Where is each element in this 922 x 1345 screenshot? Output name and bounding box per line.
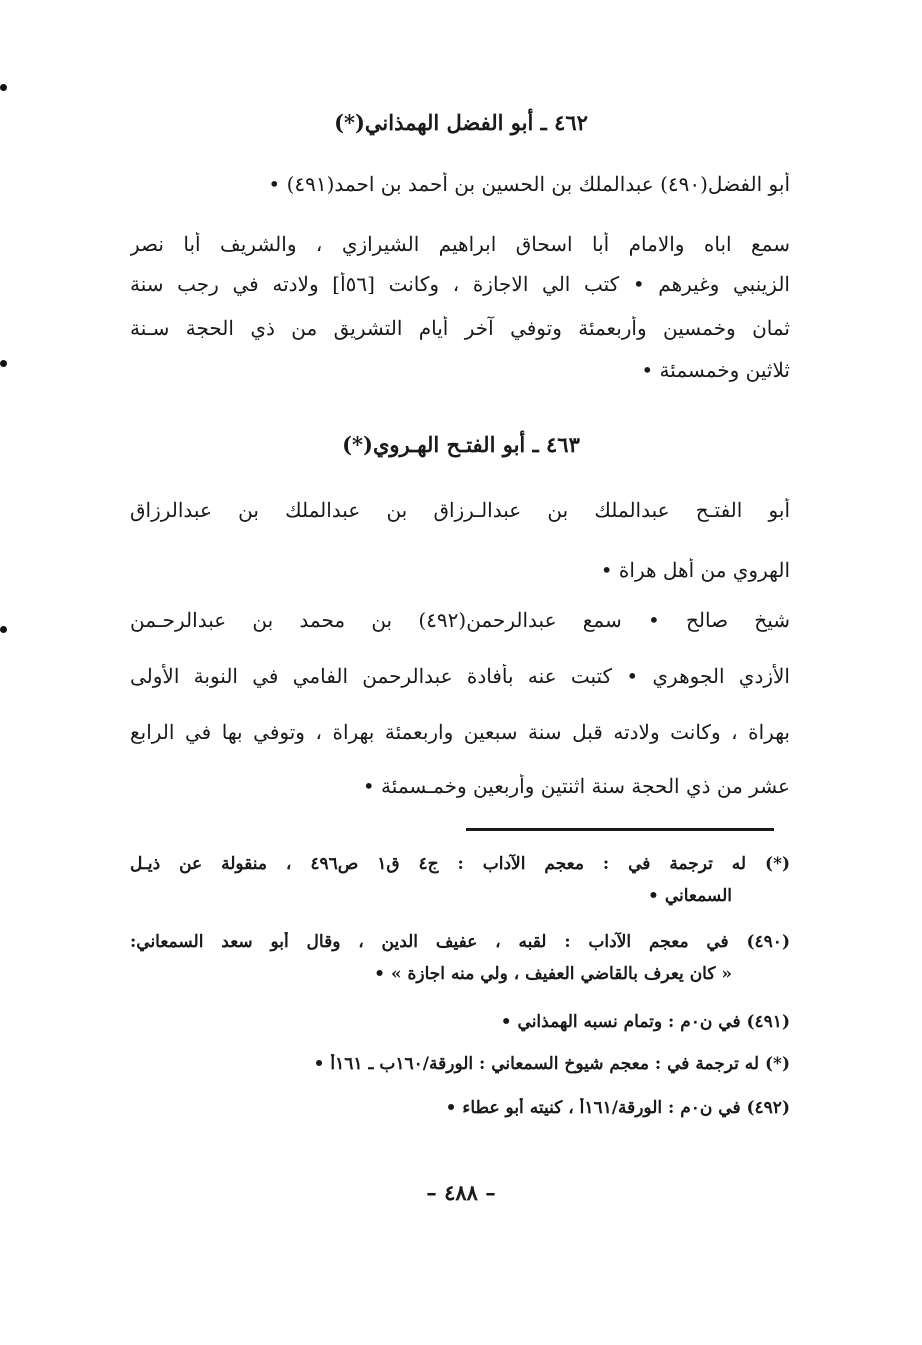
footnote-separator [466,828,774,831]
entry-462-heading: ٤٦٢ ـ أبو الفضل الهمذاني(*) [334,110,588,135]
footnote-3-line-1: (٤٩١) في ن٠م : وتمام نسبه الهمذاني • [500,1012,790,1032]
entry-463-line-3: شيخ صالح • سمع عبدالرحمن(٤٩٢) بن محمد بن عبدالرحـمن [130,608,790,632]
entry-462-line-1: أبو الفضل(٤٩٠) عبدالملك بن الحسين بن أحمد بن احمد(٤٩١) • [268,172,790,196]
entry-462-line-3: الزينبي وغيرهم • كتب الي الاجازة ، وكانت [٥٦أ] ولادته في رجب سنة [130,272,790,296]
footnote-5-line-1: (٤٩٢) في ن٠م : الورقة/١٦١أ ، كنيته أبو عطاء • [445,1098,790,1118]
entry-462-line-2: سمع اباه والامام أبا اسحاق ابراهيم الشيرازي ، والشريف أبا نصر [130,232,790,256]
entry-463-line-6: عشر من ذي الحجة سنة اثنتين وأربعين وخمـسمئة • [362,774,790,798]
entry-463-line-1: أبو الفتـح عبدالملك بن عبدالـرزاق بن عبدالملك بن عبدالرزاق [130,498,790,522]
footnote-1-line-1: (*) له ترجمة في : معجم الآداب : ج٤ ق١ ص٤٩٦ ، منقولة عن ذيـل [130,854,790,874]
entry-463-line-5: بهراة ، وكانت ولادته قبل سنة سبعين واربعمئة بهراة ، وتوفي بها في الرابع [130,720,790,744]
entry-462-line-5: ثلاثين وخمسمئة • [641,358,790,382]
entry-462-line-4: ثمان وخمسين وأربعمئة وتوفي آخر أيام التشريق من ذي الحجة سـنة [130,316,790,340]
entry-463-heading: ٤٦٣ ـ أبو الفتـح الهـروي(*) [342,432,580,457]
footnote-2-line-2: « كان يعرف بالقاضي العفيف ، ولي منه اجازة » • [374,964,732,984]
footnote-2-line-1: (٤٩٠) في معجم الآداب : لقبه ، عفيف الدين ، وقال أبو سعد السمعاني: [130,932,790,952]
margin-speck [0,626,7,633]
entry-463-line-2: الهروي من أهل هراة • [600,558,790,582]
page-number: – ٤٨٨ – [426,1180,496,1205]
footnote-1-line-2: السمعاني • [648,886,732,906]
footnote-4-line-1: (*) له ترجمة في : معجم شيوخ السمعاني : الورقة/١٦٠ب ـ ١٦١أ • [313,1054,790,1074]
entry-463-line-4: الأزدي الجوهري • كتبت عنه بأفادة عبدالرحمن الفامي في النوبة الأولى [130,664,790,688]
margin-speck [0,84,7,91]
margin-speck [0,360,7,367]
